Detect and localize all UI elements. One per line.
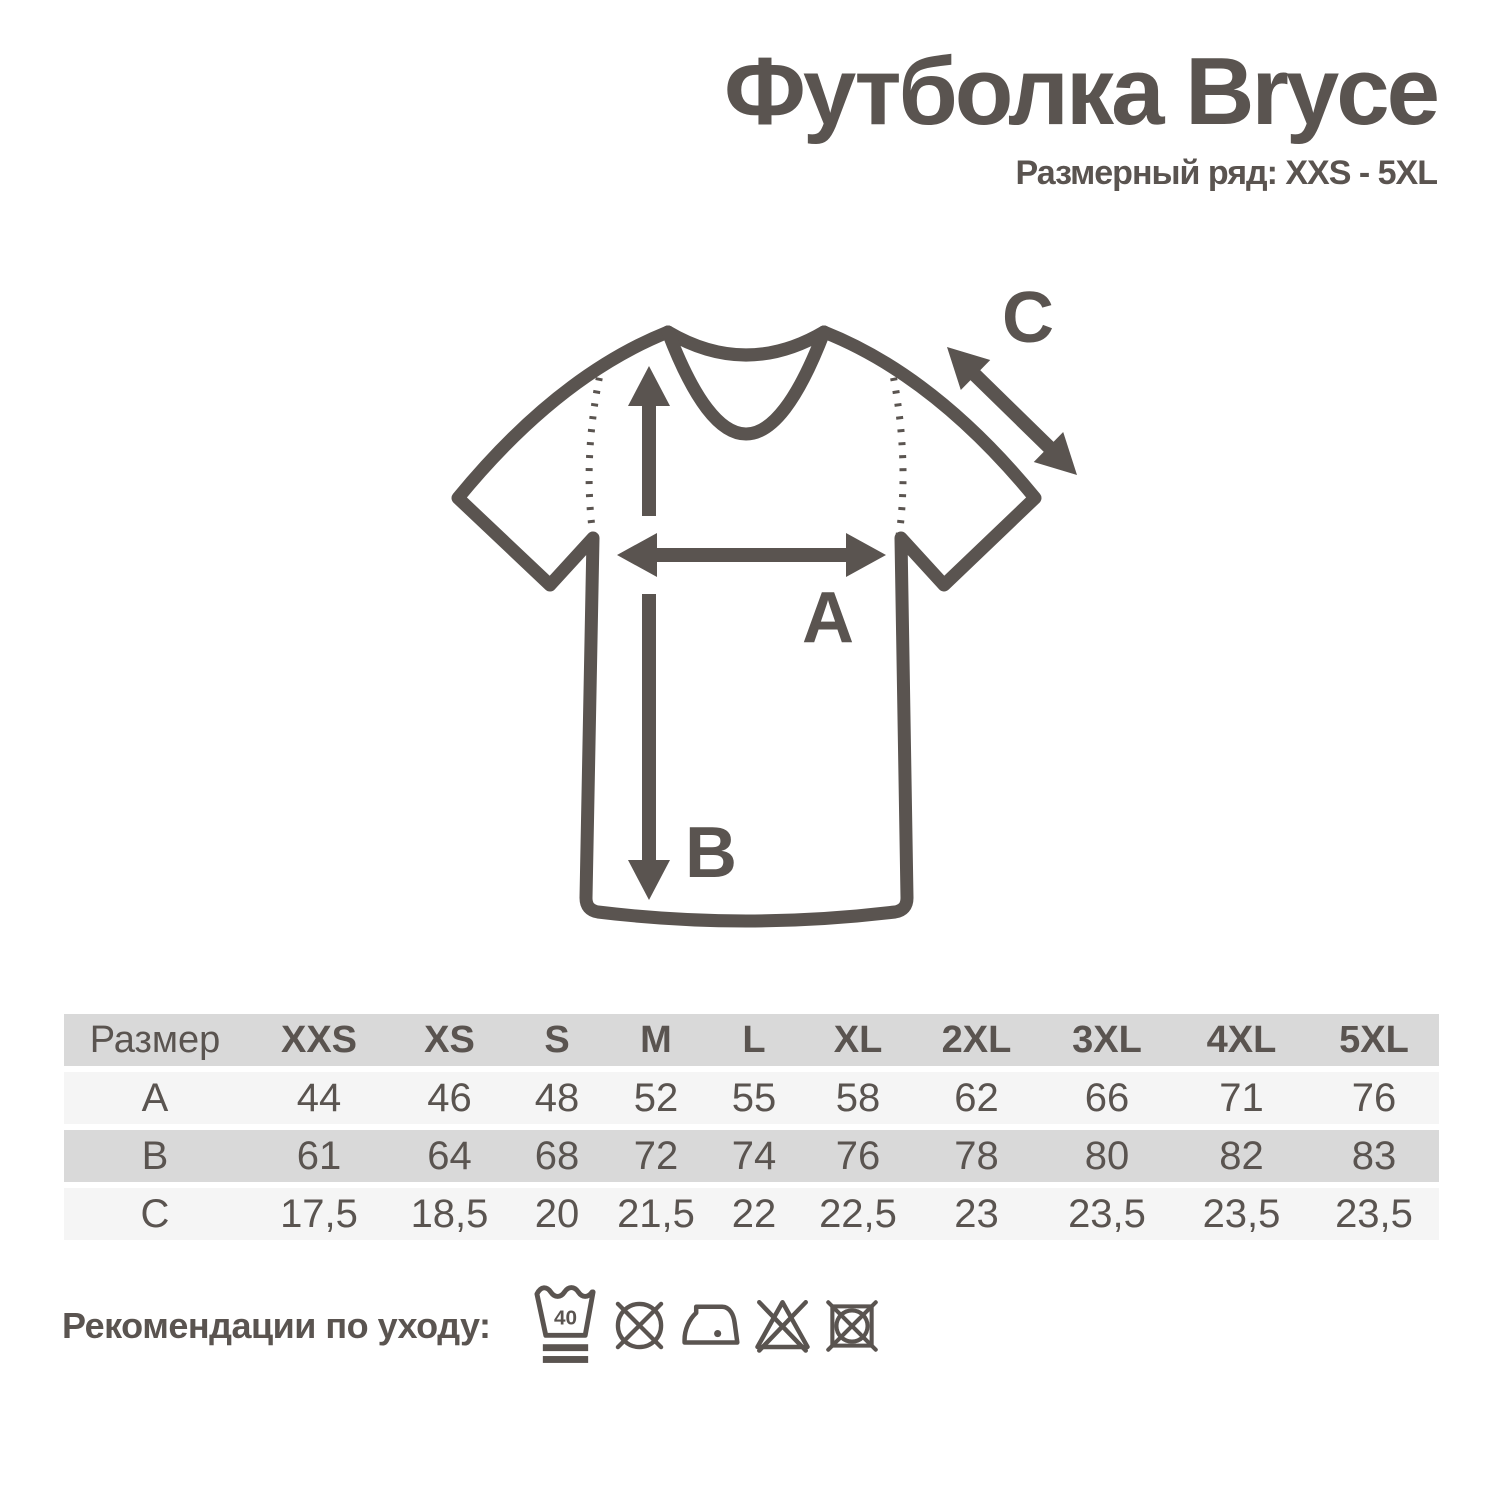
header-cell: XS xyxy=(392,1014,507,1069)
table-cell: 66 xyxy=(1040,1069,1174,1127)
table-cell: 21,5 xyxy=(607,1185,705,1240)
armhole-seam-left xyxy=(589,365,602,536)
header-cell: 3XL xyxy=(1040,1014,1174,1069)
table-cell: 64 xyxy=(392,1127,507,1185)
row-label: C xyxy=(64,1185,246,1240)
table-cell: 20 xyxy=(507,1185,607,1240)
measure-label-b: B xyxy=(685,813,737,893)
iron-low-temp-icon xyxy=(681,1296,740,1355)
table-cell: 22,5 xyxy=(803,1185,913,1240)
header-cell: S xyxy=(507,1014,607,1069)
header-cell: XL xyxy=(803,1014,913,1069)
do-not-dry-clean-icon xyxy=(611,1297,668,1354)
table-cell: 68 xyxy=(507,1127,607,1185)
table-row-a xyxy=(64,1069,1439,1127)
header-cell: 4XL xyxy=(1174,1014,1309,1069)
table-cell: 23,5 xyxy=(1309,1185,1439,1240)
tshirt-outline xyxy=(458,332,1035,921)
row-label: A xyxy=(64,1069,246,1127)
measure-label-a: A xyxy=(802,578,854,658)
care-label: Рекомендации по уходу: xyxy=(62,1304,491,1346)
table-cell: 82 xyxy=(1174,1127,1309,1185)
table-cell: 80 xyxy=(1040,1127,1174,1185)
arrow-a-width xyxy=(617,533,886,577)
table-cell: 76 xyxy=(1309,1069,1439,1127)
care-icons xyxy=(533,1282,879,1369)
do-not-bleach-icon xyxy=(753,1296,812,1355)
header-cell: 2XL xyxy=(913,1014,1040,1069)
table-cell: 23,5 xyxy=(1040,1185,1174,1240)
table-cell: 74 xyxy=(705,1127,803,1185)
table-header-row xyxy=(64,1014,1439,1069)
table-cell: 71 xyxy=(1174,1069,1309,1127)
header xyxy=(724,38,1437,193)
table-cell: 17,5 xyxy=(246,1185,392,1240)
table-cell: 55 xyxy=(705,1069,803,1127)
header-cell-size: Размер xyxy=(64,1014,246,1069)
table-cell: 61 xyxy=(246,1127,392,1185)
table-cell: 23 xyxy=(913,1185,1040,1240)
table-cell: 62 xyxy=(913,1069,1040,1127)
table-cell: 44 xyxy=(246,1069,392,1127)
table-cell: 46 xyxy=(392,1069,507,1127)
table-cell: 83 xyxy=(1309,1127,1439,1185)
size-range-subtitle: Размерный ряд: XXS - 5XL xyxy=(1015,153,1437,192)
table-cell: 78 xyxy=(913,1127,1040,1185)
size-table xyxy=(64,1014,1439,1240)
wash-40-gentle-icon xyxy=(533,1282,598,1369)
table-row-c xyxy=(64,1185,1439,1240)
care-section xyxy=(62,1282,879,1369)
table-cell: 52 xyxy=(607,1069,705,1127)
page-title: Футболка Bryce xyxy=(723,38,1437,145)
table-row-b xyxy=(64,1127,1439,1185)
measure-label-c: C xyxy=(1002,280,1054,358)
table-cell: 23,5 xyxy=(1174,1185,1309,1240)
table-cell: 76 xyxy=(803,1127,913,1185)
arrow-b-length xyxy=(628,366,670,900)
armhole-seam-right xyxy=(891,365,903,536)
collar-outer-arc xyxy=(668,332,824,355)
header-cell: M xyxy=(607,1014,705,1069)
do-not-tumble-dry-icon xyxy=(825,1299,879,1353)
tshirt-measurement-diagram xyxy=(440,280,1100,960)
svg-text:40: 40 xyxy=(553,1306,577,1330)
table-cell: 72 xyxy=(607,1127,705,1185)
header-cell: L xyxy=(705,1014,803,1069)
header-cell: XXS xyxy=(246,1014,392,1069)
header-cell: 5XL xyxy=(1309,1014,1439,1069)
table-cell: 22 xyxy=(705,1185,803,1240)
row-label: B xyxy=(64,1127,246,1185)
table-cell: 18,5 xyxy=(392,1185,507,1240)
table-cell: 48 xyxy=(507,1069,607,1127)
table-cell: 58 xyxy=(803,1069,913,1127)
